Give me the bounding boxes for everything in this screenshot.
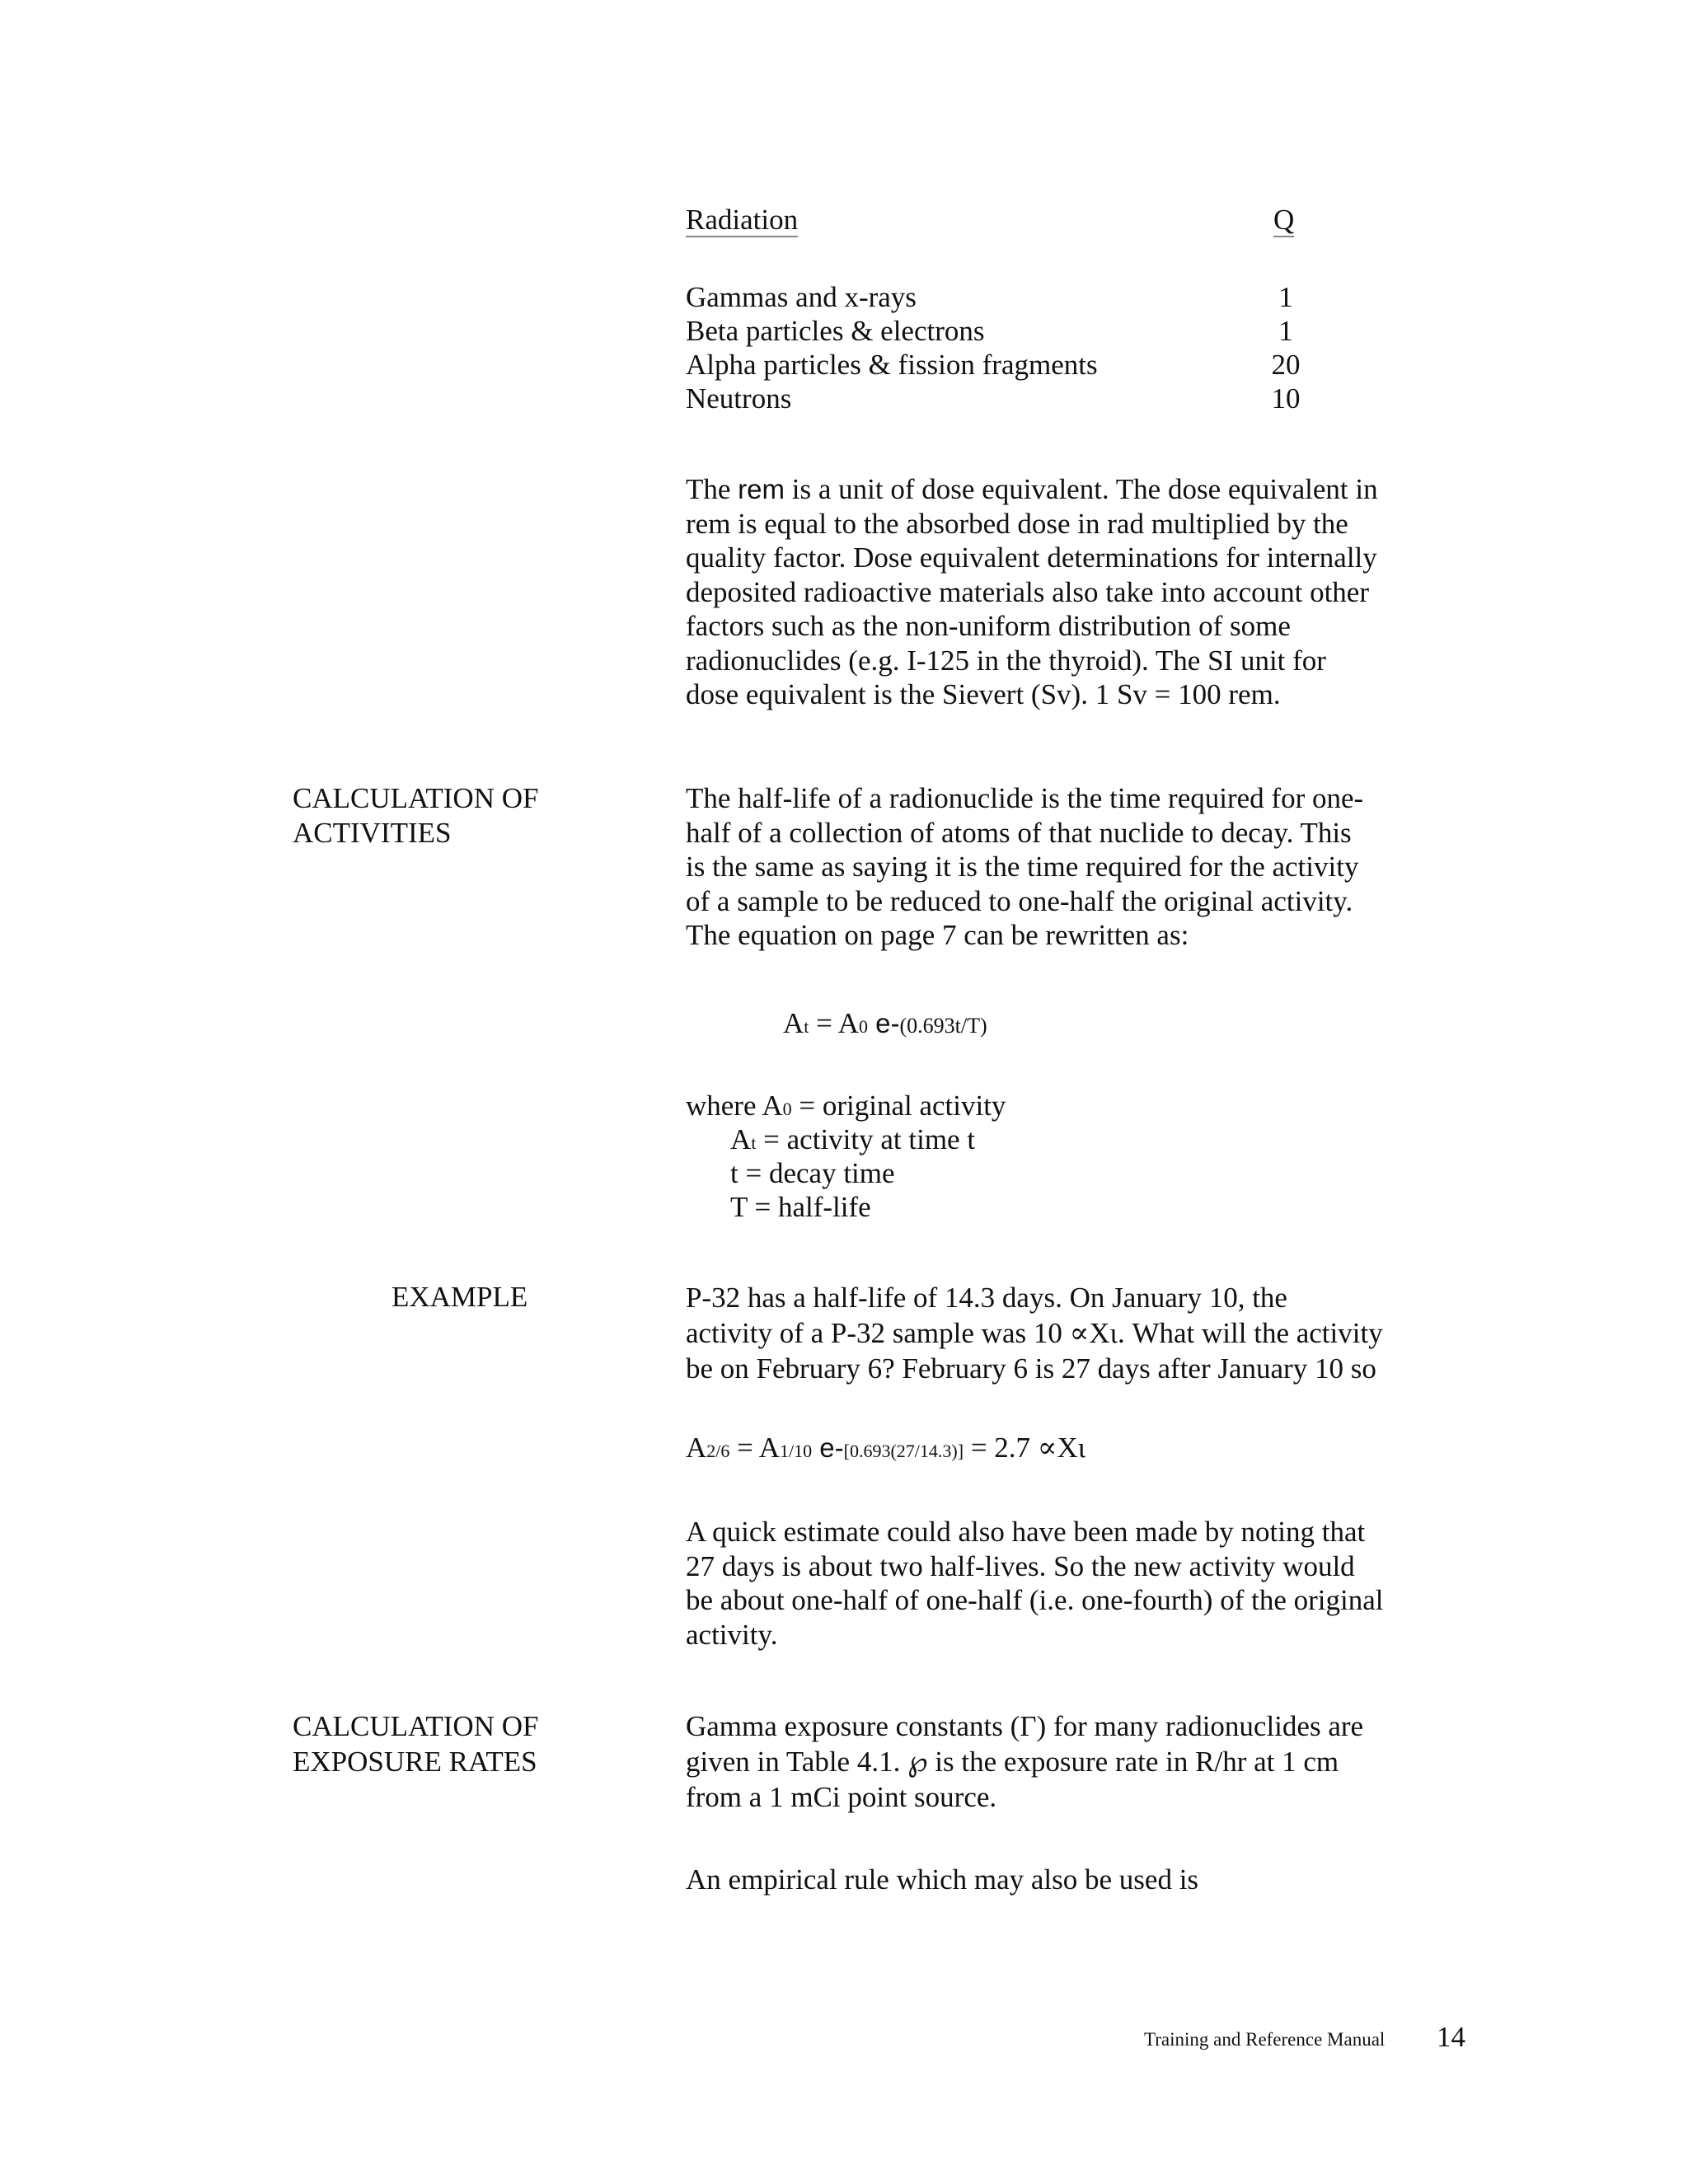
footer-manual-title: Training and Reference Manual [1144, 2029, 1386, 2050]
paragraph-line: The equation on page 7 can be rewritten as: [686, 919, 1189, 951]
paragraph-line: of a sample to be reduced to one-half the original activity. [686, 884, 1353, 917]
paragraph-line: The rem is a unit of dose equivalent. The dose equivalent in [686, 473, 1378, 505]
definition-line: T = half-life [730, 1191, 871, 1223]
paragraph-line: dose equivalent is the Sievert (Sv). 1 Sv = 100 rem. [686, 678, 1281, 710]
table-row-q: 1 [1278, 315, 1293, 347]
gamma-symbol: ℘ [907, 1746, 928, 1778]
paragraph-line: from a 1 mCi point source. [686, 1781, 997, 1813]
table-row-radiation: Alpha particles & fission fragments [686, 349, 1098, 381]
paragraph-line: activity of a P-32 sample was 10 ∝Xι. What will the activity [686, 1317, 1383, 1349]
empirical-rule-line: An empirical rule which may also be used is [686, 1863, 1199, 1896]
table-header-q: Q [1273, 204, 1295, 236]
paragraph-line: radionuclides (e.g. I-125 in the thyroid). The SI unit for [686, 644, 1326, 677]
paragraph-line: P-32 has a half-life of 14.3 days. On January 10, the [686, 1282, 1287, 1314]
exposure-paragraph [686, 1708, 1428, 1815]
table-row-q: 20 [1271, 349, 1301, 381]
table-header-radiation: Radiation [686, 204, 799, 236]
paragraph-line: The half-life of a radionuclide is the time required for one- [686, 782, 1364, 814]
decay-equation: At = A0 e-(0.693t/T) [783, 1007, 987, 1039]
table-row-q: 1 [1278, 281, 1293, 313]
paragraph-line: deposited radioactive materials also take into account other [686, 575, 1369, 608]
rem-paragraph [686, 472, 1428, 712]
section-heading-activities: CALCULATION OF ACTIVITIES [293, 782, 539, 849]
paragraph-line: Gamma exposure constants (Γ) for many radionuclides are [686, 1710, 1364, 1742]
paragraph-line: is the same as saying it is the time required for the activity [686, 851, 1359, 883]
paragraph-line: activity. [686, 1618, 778, 1651]
where-line: where A0 = original activity [686, 1090, 1006, 1122]
paragraph-line: quality factor. Dose equivalent determinations for internally [686, 541, 1377, 574]
table-row-radiation: Gammas and x-rays [686, 281, 917, 313]
table-row-q: 10 [1271, 382, 1301, 415]
paragraph-line: given in Table 4.1. ℘ is the exposure rate in R/hr at 1 cm [686, 1746, 1339, 1778]
definition-line: t = decay time [730, 1157, 895, 1189]
table-row-radiation: Neutrons [686, 382, 792, 415]
paragraph-line: half of a collection of atoms of that nuclide to decay. This [686, 816, 1352, 849]
example-equation: A2/6 = A1/10 e-[0.693(27/14.3)] = 2.7 ∝Xι [686, 1432, 1086, 1464]
definition-line: At = activity at time t [730, 1123, 976, 1155]
rem-term: rem [738, 474, 785, 504]
table-row-radiation: Beta particles & electrons [686, 315, 985, 347]
page-number: 14 [1437, 2021, 1465, 2053]
example-paragraph [686, 1280, 1428, 1386]
paragraph-line: 27 days is about two half-lives. So the new activity would [686, 1549, 1355, 1582]
paragraph-line: be about one-half of one-half (i.e. one-fourth) of the original [686, 1584, 1384, 1616]
estimate-paragraph [686, 1515, 1428, 1652]
paragraph-line: rem is equal to the absorbed dose in rad multiplied by the [686, 507, 1348, 540]
half-life-paragraph [686, 781, 1428, 953]
section-heading-exposure: CALCULATION OF EXPOSURE RATES [293, 1710, 539, 1778]
paragraph-line: be on February 6? February 6 is 27 days after January 10 so [686, 1352, 1376, 1385]
paragraph-line: A quick estimate could also have been made by noting that [686, 1516, 1366, 1548]
example-heading: EXAMPLE [392, 1281, 528, 1313]
paragraph-line: factors such as the non-uniform distribution of some [686, 610, 1291, 642]
